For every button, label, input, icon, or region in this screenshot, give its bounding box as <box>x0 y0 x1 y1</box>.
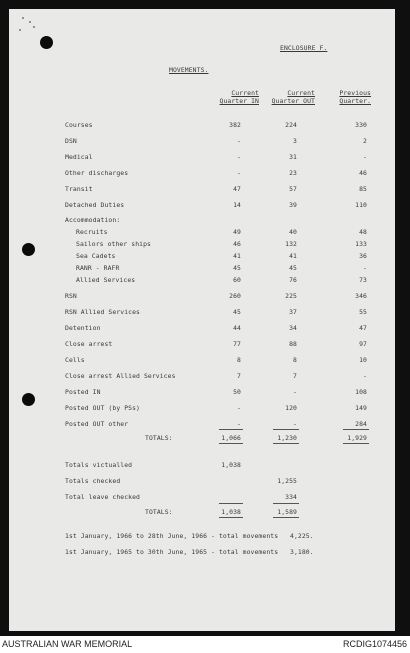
totals-rule-bottom <box>343 443 369 444</box>
row-label: Sea Cadets <box>76 252 116 260</box>
summary-totals-label: TOTALS: <box>145 508 173 516</box>
row-label: Close arrest <box>65 340 113 348</box>
cell-current-out: 39 <box>289 201 297 209</box>
total-previous: 1,929 <box>347 434 367 442</box>
cell-current-out: 34 <box>289 324 297 332</box>
cell-current-out: 57 <box>289 185 297 193</box>
cell-previous: 149 <box>355 404 367 412</box>
cell-current-out: 7 <box>293 372 297 380</box>
column-header-line2: Quarter IN <box>219 97 259 105</box>
punch-hole-middle <box>22 243 35 256</box>
cell-current-out: 37 <box>289 308 297 316</box>
row-label: RSN <box>65 292 77 300</box>
row-label: Posted IN <box>65 388 101 396</box>
summary-label: Total leave checked <box>65 493 141 501</box>
row-label: RSN Allied Services <box>65 308 141 316</box>
summary-current-out: 334 <box>285 493 297 501</box>
summary-rule-bottom <box>219 517 243 518</box>
cell-current-out: 224 <box>285 121 297 129</box>
cell-current-in: 46 <box>233 240 241 248</box>
cell-previous: 330 <box>355 121 367 129</box>
cell-current-in: 260 <box>229 292 241 300</box>
cell-previous: 46 <box>359 169 367 177</box>
total-current-out: 1,230 <box>277 434 297 442</box>
row-label: Medical <box>65 153 93 161</box>
row-label: Courses <box>65 121 93 129</box>
summary-label: Totals checked <box>65 477 121 485</box>
cell-current-in: 45 <box>233 308 241 316</box>
cell-previous: 85 <box>359 185 367 193</box>
cell-previous: 10 <box>359 356 367 364</box>
row-label: Transit <box>65 185 93 193</box>
cell-current-in: 8 <box>237 356 241 364</box>
cell-current-out: - <box>293 420 297 428</box>
archive-id: RCDIG1074456 <box>342 639 407 649</box>
note-value: 3,180. <box>290 548 314 556</box>
row-label: Accommodation: <box>65 216 121 224</box>
cell-current-in: 77 <box>233 340 241 348</box>
row-label: Sailors other ships <box>76 240 152 248</box>
cell-previous: 97 <box>359 340 367 348</box>
cell-previous: 47 <box>359 324 367 332</box>
cell-previous: 346 <box>355 292 367 300</box>
note-text: 1st January, 1965 to 30th June, 1965 - total movements <box>65 548 279 556</box>
row-label: Posted OUT (by PSs) <box>65 404 141 412</box>
cell-previous: 48 <box>359 228 367 236</box>
archive-footer <box>0 636 410 653</box>
row-label: DSN <box>65 137 77 145</box>
cell-previous: - <box>363 153 367 161</box>
cell-current-in: 382 <box>229 121 241 129</box>
cell-current-out: 225 <box>285 292 297 300</box>
cell-previous: 36 <box>359 252 367 260</box>
column-header-line2: Quarter OUT <box>271 97 315 105</box>
enclosure-label: ENCLOSURE F. <box>280 44 328 52</box>
row-label: Posted OUT other <box>65 420 129 428</box>
cell-previous: 55 <box>359 308 367 316</box>
row-label: Cells <box>65 356 85 364</box>
archive-name: AUSTRALIAN WAR MEMORIAL <box>2 639 133 649</box>
totals-rule-top <box>343 429 369 430</box>
cell-current-out: 8 <box>293 356 297 364</box>
totals-rule-bottom <box>273 443 299 444</box>
summary-total-out: 1,589 <box>277 508 297 516</box>
summary-current-out: 1,255 <box>277 477 297 485</box>
note-value: 4,225. <box>290 532 314 540</box>
row-label: Close arrest Allied Services <box>65 372 176 380</box>
column-header-line1: Current <box>287 89 315 97</box>
row-label: Detention <box>65 324 101 332</box>
total-current-in: 1,066 <box>221 434 241 442</box>
cell-current-out: 45 <box>289 264 297 272</box>
summary-total-in: 1,038 <box>221 508 241 516</box>
cell-previous: - <box>363 372 367 380</box>
cell-current-in: 14 <box>233 201 241 209</box>
paper-speck <box>29 21 31 23</box>
paper-speck <box>22 17 24 19</box>
cell-current-out: 40 <box>289 228 297 236</box>
row-label: Allied Services <box>76 276 136 284</box>
totals-rule-top <box>219 429 243 430</box>
cell-previous: 2 <box>363 137 367 145</box>
totals-rule-top <box>273 429 299 430</box>
punch-hole-top <box>40 36 53 49</box>
row-label: Other discharges <box>65 169 129 177</box>
summary-rule-top <box>219 503 243 504</box>
cell-previous: 284 <box>355 420 367 428</box>
summary-rule-top <box>273 503 299 504</box>
cell-current-in: 44 <box>233 324 241 332</box>
cell-previous: 108 <box>355 388 367 396</box>
cell-current-in: 50 <box>233 388 241 396</box>
cell-current-in: 45 <box>233 264 241 272</box>
note-text: 1st January, 1966 to 28th June, 1966 - total movements <box>65 532 279 540</box>
row-label: Detached Duties <box>65 201 125 209</box>
summary-rule-bottom <box>273 517 299 518</box>
column-header-line1: Current <box>231 89 259 97</box>
totals-rule-bottom <box>219 443 243 444</box>
cell-current-out: 23 <box>289 169 297 177</box>
column-header-line2: Quarter. <box>339 97 371 105</box>
cell-current-out: 31 <box>289 153 297 161</box>
cell-previous: 73 <box>359 276 367 284</box>
summary-current-in: 1,038 <box>221 461 241 469</box>
cell-current-in: - <box>237 153 241 161</box>
cell-current-out: - <box>293 388 297 396</box>
cell-current-in: 41 <box>233 252 241 260</box>
row-label: Recruits <box>76 228 108 236</box>
document-title: MOVEMENTS. <box>169 66 209 74</box>
cell-current-in: - <box>237 404 241 412</box>
paper-speck <box>33 26 35 28</box>
cell-current-in: - <box>237 169 241 177</box>
cell-current-out: 76 <box>289 276 297 284</box>
cell-current-in: 47 <box>233 185 241 193</box>
punch-hole-bottom <box>22 393 35 406</box>
document-page <box>9 9 395 631</box>
cell-current-in: - <box>237 137 241 145</box>
cell-current-out: 88 <box>289 340 297 348</box>
cell-current-out: 132 <box>285 240 297 248</box>
cell-current-in: - <box>237 420 241 428</box>
column-header-line1: Previous <box>339 89 371 97</box>
paper-speck <box>19 29 21 31</box>
cell-previous: 133 <box>355 240 367 248</box>
cell-current-in: 60 <box>233 276 241 284</box>
totals-label: TOTALS: <box>145 434 173 442</box>
cell-current-in: 49 <box>233 228 241 236</box>
cell-previous: - <box>363 264 367 272</box>
row-label: RANR - RAFR <box>76 264 120 272</box>
cell-current-in: 7 <box>237 372 241 380</box>
cell-current-out: 3 <box>293 137 297 145</box>
summary-label: Totals victualled <box>65 461 133 469</box>
cell-current-out: 41 <box>289 252 297 260</box>
cell-previous: 110 <box>355 201 367 209</box>
cell-current-out: 120 <box>285 404 297 412</box>
